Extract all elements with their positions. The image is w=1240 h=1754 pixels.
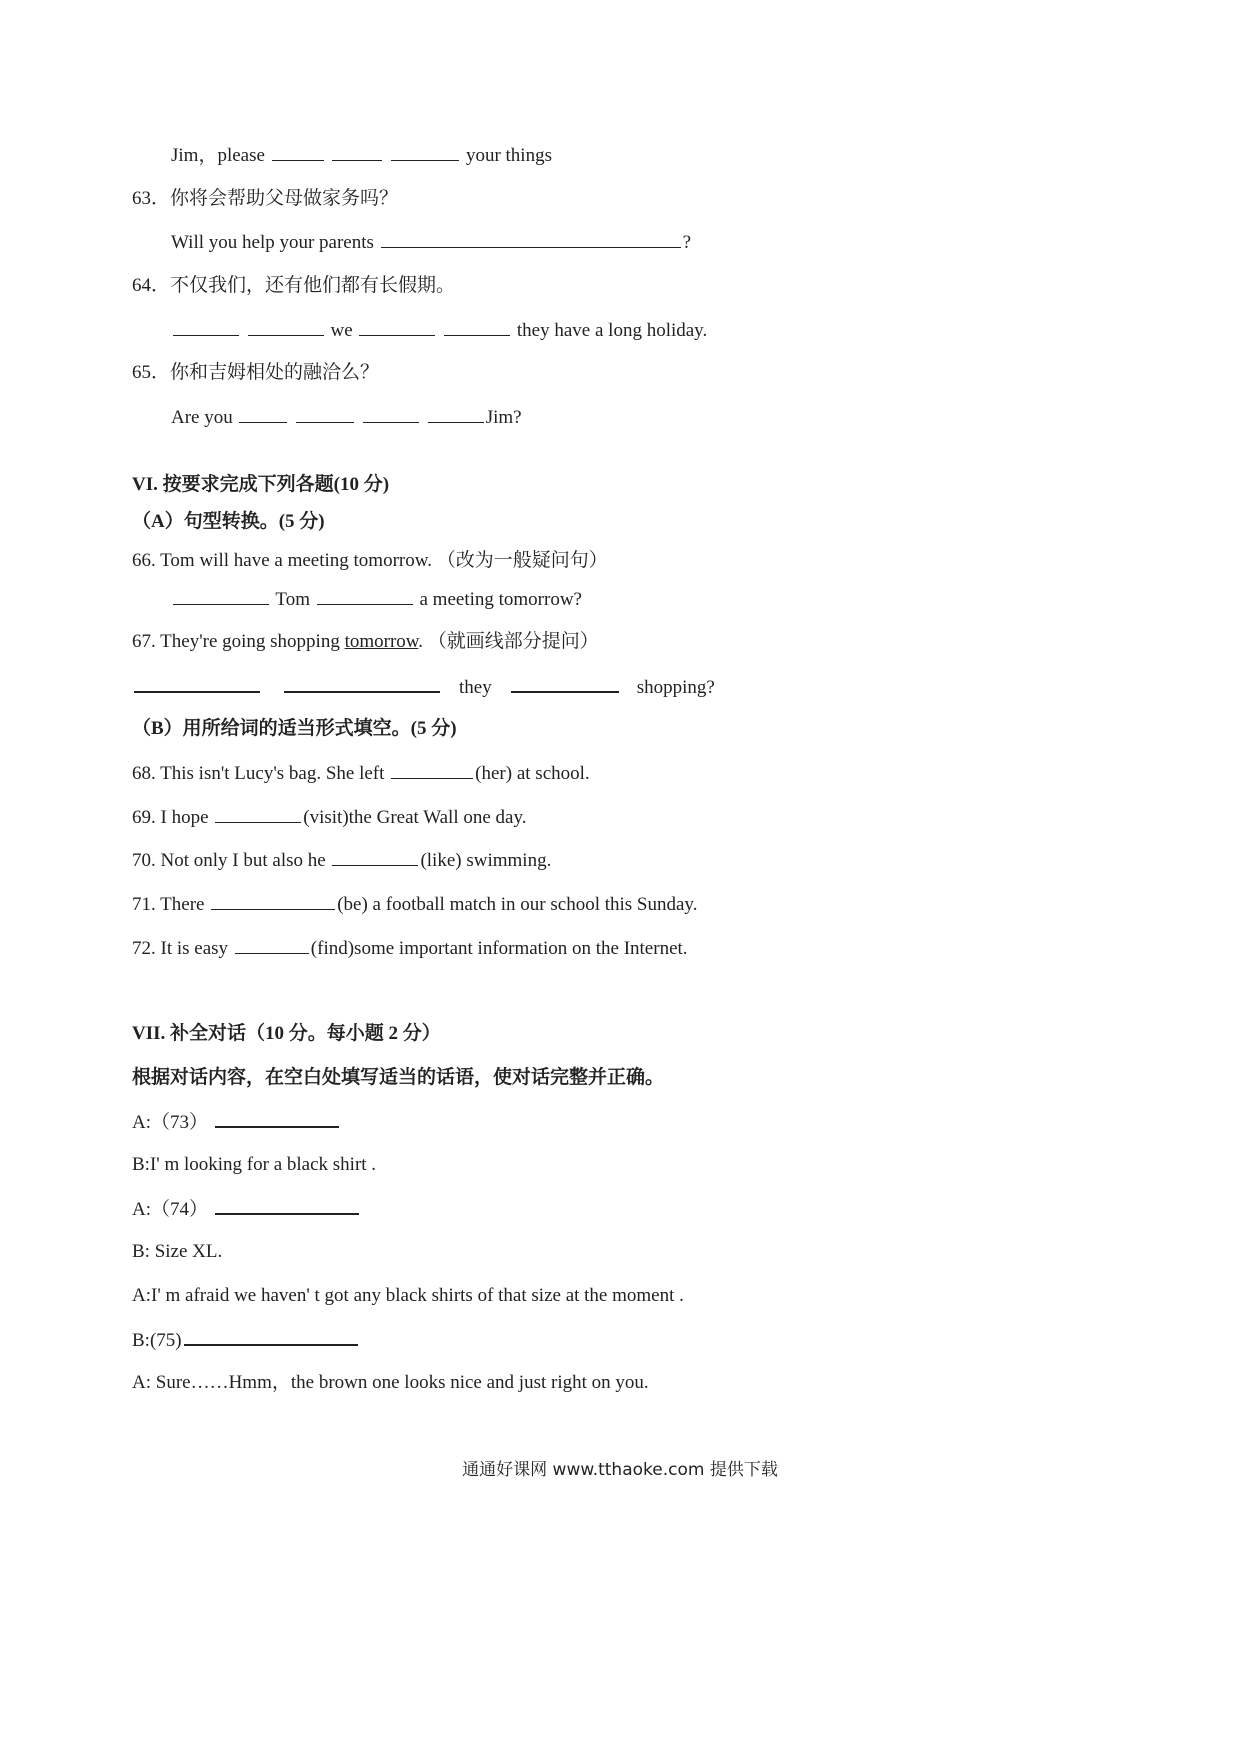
blank[interactable]: [272, 142, 324, 161]
blank[interactable]: [428, 404, 484, 423]
blank[interactable]: [173, 586, 269, 605]
dialogue-line-76: A: Sure……Hmm，the brown one looks nice and just right on you.: [132, 1372, 649, 1393]
blank[interactable]: [284, 673, 440, 693]
underlined-word: tomorrow: [344, 631, 419, 652]
blank[interactable]: [235, 935, 309, 954]
q70-line: 70. Not only I but also he (like) swimming.: [132, 847, 551, 874]
dialogue-line-75-prompt: A:I' m afraid we haven' t got any black shirts of that size at the moment .: [132, 1285, 684, 1306]
blank[interactable]: [317, 586, 413, 605]
dialogue-line-75: B:(75): [132, 1326, 360, 1354]
q63-answer-line: Will you help your parents ?: [171, 229, 691, 256]
blank[interactable]: [332, 847, 418, 866]
q63-prompt: 63．你将会帮助父母做家务吗？: [132, 188, 399, 209]
blank[interactable]: [248, 317, 324, 336]
blank[interactable]: [215, 804, 301, 823]
page-footer: 通通好课网 www.tthaoke.com 提供下载: [462, 1460, 778, 1480]
q64-prompt: 64．不仅我们，还有他们都有长假期。: [132, 275, 456, 296]
blank[interactable]: [391, 760, 473, 779]
blank[interactable]: [215, 1108, 339, 1128]
q62-line: Jim，please your things: [171, 142, 552, 169]
q66-prompt: 66. Tom will have a meeting tomorrow. （改为一般疑问句）: [132, 550, 608, 571]
q68-line: 68. This isn't Lucy's bag. She left (her) at school.: [132, 760, 590, 787]
section-6a-title: （A）句型转换。(5 分): [132, 511, 325, 532]
blank[interactable]: [444, 317, 510, 336]
dialogue-line-73: A:（73）: [132, 1108, 341, 1136]
blank[interactable]: [381, 229, 681, 248]
q72-line: 72. It is easy (find)some important information on the Internet.: [132, 935, 688, 962]
blank[interactable]: [363, 404, 419, 423]
q66-answer-line: Tom a meeting tomorrow?: [171, 586, 582, 613]
section-7-title: VII. 补全对话（10 分。每小题 2 分）: [132, 1023, 441, 1044]
blank[interactable]: [391, 142, 459, 161]
q69-line: 69. I hope (visit)the Great Wall one day.: [132, 804, 527, 831]
dialogue-line-74: A:（74）: [132, 1195, 361, 1223]
blank[interactable]: [211, 891, 335, 910]
q67-prompt: 67. They're going shopping tomorrow. （就画线部分提问）: [132, 631, 599, 652]
dialogue-line-73-reply: B:I' m looking for a black shirt .: [132, 1154, 377, 1175]
dialogue-line-74-reply: B: Size XL.: [132, 1241, 223, 1262]
q65-prompt: 65．你和吉姆相处的融洽么？: [132, 362, 380, 383]
q64-answer-line: we they have a long holiday.: [171, 317, 707, 344]
q65-answer-line: Are you Jim?: [171, 404, 522, 431]
section-7-instructions: 根据对话内容，在空白处填写适当的话语，使对话完整并正确。: [132, 1067, 665, 1088]
blank[interactable]: [239, 404, 287, 423]
blank[interactable]: [511, 673, 619, 693]
q67-answer-line: they shopping?: [132, 673, 715, 701]
blank[interactable]: [359, 317, 435, 336]
q71-line: 71. There (be) a football match in our school this Sunday.: [132, 891, 697, 918]
blank[interactable]: [296, 404, 354, 423]
blank[interactable]: [134, 673, 260, 693]
section-6-title: VI. 按要求完成下列各题(10 分): [132, 474, 390, 495]
blank[interactable]: [184, 1326, 358, 1346]
section-6b-title: （B）用所给词的适当形式填空。(5 分): [132, 718, 457, 739]
blank[interactable]: [173, 317, 239, 336]
blank[interactable]: [332, 142, 382, 161]
blank[interactable]: [215, 1195, 359, 1215]
